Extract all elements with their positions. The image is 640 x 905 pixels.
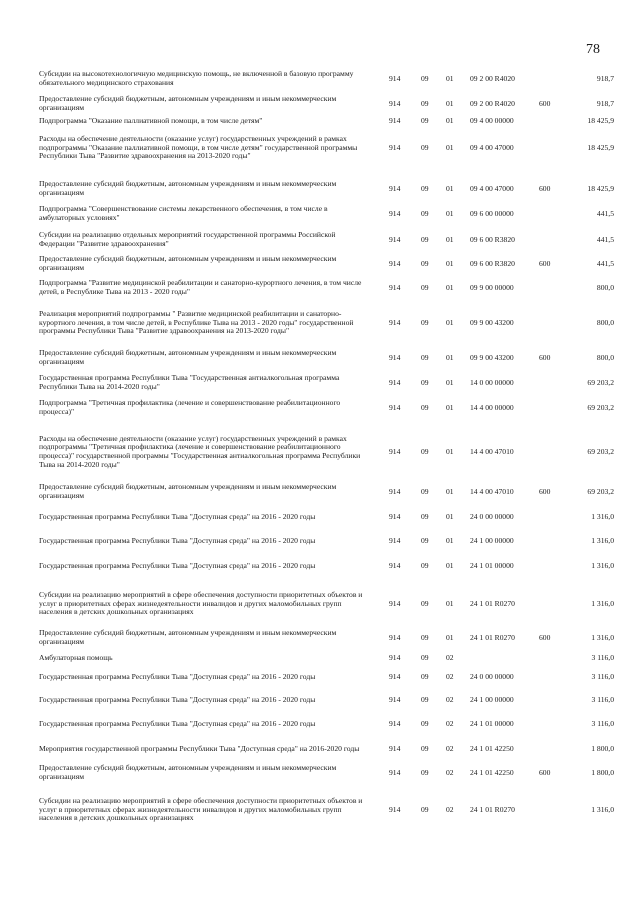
row-pr: 02 <box>446 671 454 681</box>
row-sum: 3 116,0 <box>591 694 614 704</box>
row-rz: 09 <box>421 234 429 244</box>
row-pr: 01 <box>446 402 454 412</box>
row-name: Государственная программа Республики Тыва "Государственная антиалкогольная программа Республики Тыва на 2014-2020 годы" <box>39 373 340 391</box>
row-rz: 09 <box>421 208 429 218</box>
row-rz: 09 <box>421 446 429 456</box>
row-name: Расходы на обеспечение деятельности (оказание услуг) государственных учреждений в рамках подпрограммы "Оказание паллиативной помощи, в том числе детям" государственной программы Республики Тыва "Развитие здравоохранения на 2013-2020 годы" <box>39 134 358 161</box>
row-vr: 600 <box>539 632 551 642</box>
row-name: Предоставление субсидий бюджетным, автономным учреждениям и иным некоммерческим организациям <box>39 348 337 366</box>
row-pr: 01 <box>446 446 454 456</box>
row-sum: 69 203,2 <box>587 377 614 387</box>
row-rz: 09 <box>421 282 429 292</box>
row-sum: 3 116,0 <box>591 652 614 662</box>
row-sum: 918,7 <box>596 98 614 108</box>
row-pr: 01 <box>446 511 454 521</box>
row-sum: 69 203,2 <box>587 446 614 456</box>
row-vr: 600 <box>539 258 551 268</box>
row-rz: 09 <box>421 402 429 412</box>
row-pr: 01 <box>446 282 454 292</box>
table-row <box>0 180 640 198</box>
row-cs: 09 9 00 43200 <box>470 352 514 362</box>
row-vr: 600 <box>539 486 551 496</box>
row-gr: 914 <box>389 208 401 218</box>
table-row <box>0 205 640 223</box>
row-cs: 14 4 00 47010 <box>470 486 514 496</box>
row-rz: 09 <box>421 183 429 193</box>
table-row <box>0 591 640 618</box>
row-pr: 01 <box>446 560 454 570</box>
row-name: Государственная программа Республики Тыва "Доступная среда" на 2016 - 2020 годы <box>39 535 316 545</box>
row-cs: 24 0 00 00000 <box>470 511 514 521</box>
table-row <box>0 349 640 367</box>
row-name: Субсидии на реализацию мероприятий в сфере обеспечения доступности приоритетных объектов и услуг в приоритетных сферах жизнедеятельности инвалидов и других маломобильных групп населения в детских дошкольных организациях <box>39 590 363 617</box>
row-sum: 1 316,0 <box>591 632 614 642</box>
row-cs: 09 6 00 R3820 <box>470 258 515 268</box>
row-sum: 1 316,0 <box>591 511 614 521</box>
row-name: Подпрограмма "Оказание паллиативной помощи, в том числе детям" <box>39 115 263 125</box>
table-row <box>0 629 640 647</box>
row-vr: 600 <box>539 767 551 777</box>
table-row <box>0 70 640 88</box>
row-name: Амбулаторная помощь <box>39 652 113 662</box>
row-name: Государственная программа Республики Тыва "Доступная среда" на 2016 - 2020 годы <box>39 671 316 681</box>
row-gr: 914 <box>389 767 401 777</box>
row-cs: 09 6 00 R3820 <box>470 234 515 244</box>
row-sum: 1 316,0 <box>591 560 614 570</box>
table-row <box>0 255 640 273</box>
row-sum: 800,0 <box>596 317 614 327</box>
row-rz: 09 <box>421 671 429 681</box>
row-sum: 69 203,2 <box>587 486 614 496</box>
row-sum: 18 425,9 <box>587 115 614 125</box>
row-gr: 914 <box>389 258 401 268</box>
row-gr: 914 <box>389 598 401 608</box>
row-name: Государственная программа Республики Тыва "Доступная среда" на 2016 - 2020 годы <box>39 718 316 728</box>
row-cs: 24 1 01 R0270 <box>470 804 515 814</box>
row-sum: 69 203,2 <box>587 402 614 412</box>
row-cs: 24 1 01 00000 <box>470 718 514 728</box>
row-gr: 914 <box>389 234 401 244</box>
row-cs: 09 9 00 43200 <box>470 317 514 327</box>
row-name: Государственная программа Республики Тыва "Доступная среда" на 2016 - 2020 годы <box>39 694 316 704</box>
row-cs: 24 1 00 00000 <box>470 694 514 704</box>
table-row <box>0 483 640 501</box>
row-gr: 914 <box>389 486 401 496</box>
row-gr: 914 <box>389 804 401 814</box>
row-name: Предоставление субсидий бюджетным, автономным учреждениям и иным некоммерческим организациям <box>39 179 337 197</box>
row-pr: 01 <box>446 352 454 362</box>
row-sum: 441,5 <box>596 234 614 244</box>
row-rz: 09 <box>421 694 429 704</box>
row-name: Подпрограмма "Развитие медицинской реабилитации и санаторно-курортного лечения, в том числе детей, в Республике Тыва на 2013 - 2020 годы" <box>39 278 362 296</box>
table-row <box>0 95 640 113</box>
row-gr: 914 <box>389 115 401 125</box>
row-name: Предоставление субсидий бюджетным, автономным учреждениям и иным некоммерческим организациям <box>39 94 337 112</box>
row-gr: 914 <box>389 377 401 387</box>
row-rz: 09 <box>421 743 429 753</box>
row-cs: 14 4 00 00000 <box>470 402 514 412</box>
row-sum: 441,5 <box>596 258 614 268</box>
row-sum: 3 116,0 <box>591 671 614 681</box>
row-gr: 914 <box>389 142 401 152</box>
row-name: Предоставление субсидий бюджетным, автономным учреждениям и иным некоммерческим организациям <box>39 482 337 500</box>
row-sum: 918,7 <box>596 73 614 83</box>
row-cs: 24 1 01 R0270 <box>470 598 515 608</box>
row-rz: 09 <box>421 142 429 152</box>
row-name: Субсидии на высокотехнологичную медицинскую помощь, не включенной в базовую программу обязательного медицинского страхования <box>39 69 354 87</box>
row-pr: 01 <box>446 142 454 152</box>
table-row <box>0 130 640 166</box>
row-cs: 09 2 00 R4020 <box>470 73 515 83</box>
row-gr: 914 <box>389 694 401 704</box>
table-row <box>0 561 640 571</box>
row-sum: 800,0 <box>596 352 614 362</box>
row-cs: 24 1 01 00000 <box>470 560 514 570</box>
row-cs: 09 6 00 00000 <box>470 208 514 218</box>
row-gr: 914 <box>389 671 401 681</box>
row-cs: 09 2 00 R4020 <box>470 98 515 108</box>
row-gr: 914 <box>389 352 401 362</box>
row-rz: 09 <box>421 73 429 83</box>
row-sum: 1 316,0 <box>591 535 614 545</box>
row-cs: 09 4 00 00000 <box>470 115 514 125</box>
row-pr: 02 <box>446 804 454 814</box>
row-pr: 01 <box>446 258 454 268</box>
row-pr: 01 <box>446 73 454 83</box>
row-name: Предоставление субсидий бюджетным, автономным учреждениям и иным некоммерческим организациям <box>39 763 337 781</box>
row-sum: 18 425,9 <box>587 183 614 193</box>
row-gr: 914 <box>389 446 401 456</box>
row-gr: 914 <box>389 652 401 662</box>
row-vr: 600 <box>539 183 551 193</box>
table-row <box>0 231 640 249</box>
row-sum: 1 800,0 <box>591 767 614 777</box>
row-gr: 914 <box>389 743 401 753</box>
table-row <box>0 719 640 729</box>
table-row <box>0 399 640 417</box>
row-name: Предоставление субсидий бюджетным, автономным учреждениям и иным некоммерческим организациям <box>39 254 337 272</box>
row-rz: 09 <box>421 632 429 642</box>
table-row <box>0 536 640 546</box>
row-pr: 02 <box>446 694 454 704</box>
row-cs: 24 1 01 42250 <box>470 767 514 777</box>
row-name: Расходы на обеспечение деятельности (оказание услуг) государственных учреждений в рамках подпрограммы "Третичная профилактика (лечение и совершенствование реабилитационного процесса)" государственной программы "Государственная антиалкогольная программа Республики Тыва на 2014-2020 годы" <box>39 433 361 469</box>
row-cs: 09 4 00 47000 <box>470 183 514 193</box>
row-rz: 09 <box>421 652 429 662</box>
row-pr: 01 <box>446 486 454 496</box>
row-gr: 914 <box>389 282 401 292</box>
row-rz: 09 <box>421 767 429 777</box>
row-gr: 914 <box>389 73 401 83</box>
row-rz: 09 <box>421 535 429 545</box>
row-name: Подпрограмма "Третичная профилактика (лечение и совершенствование реабилитационного процесса)" <box>39 398 341 416</box>
row-cs: 24 1 00 00000 <box>470 535 514 545</box>
row-pr: 01 <box>446 598 454 608</box>
row-cs: 09 4 00 47000 <box>470 142 514 152</box>
row-gr: 914 <box>389 98 401 108</box>
row-sum: 3 116,0 <box>591 718 614 728</box>
row-gr: 914 <box>389 718 401 728</box>
row-rz: 09 <box>421 377 429 387</box>
row-pr: 02 <box>446 652 454 662</box>
table-row <box>0 430 640 475</box>
row-pr: 01 <box>446 632 454 642</box>
row-rz: 09 <box>421 511 429 521</box>
row-rz: 09 <box>421 560 429 570</box>
row-name: Подпрограмма "Совершенствование системы лекарственного обеспечения, в том числе в амбулаторных условиях" <box>39 204 328 222</box>
row-cs: 14 0 00 00000 <box>470 377 514 387</box>
page-number: 78 <box>586 42 600 57</box>
row-rz: 09 <box>421 98 429 108</box>
row-cs: 24 1 01 42250 <box>470 743 514 753</box>
table-row <box>0 695 640 705</box>
row-rz: 09 <box>421 115 429 125</box>
row-gr: 914 <box>389 183 401 193</box>
table-row <box>0 512 640 522</box>
row-rz: 09 <box>421 598 429 608</box>
row-pr: 01 <box>446 234 454 244</box>
row-name: Государственная программа Республики Тыва "Доступная среда" на 2016 - 2020 годы <box>39 511 316 521</box>
row-cs: 24 0 00 00000 <box>470 671 514 681</box>
row-pr: 01 <box>446 183 454 193</box>
row-sum: 800,0 <box>596 282 614 292</box>
row-pr: 01 <box>446 377 454 387</box>
row-name: Государственная программа Республики Тыва "Доступная среда" на 2016 - 2020 годы <box>39 560 316 570</box>
row-gr: 914 <box>389 535 401 545</box>
row-rz: 09 <box>421 352 429 362</box>
row-gr: 914 <box>389 402 401 412</box>
row-gr: 914 <box>389 560 401 570</box>
row-cs: 09 9 00 00000 <box>470 282 514 292</box>
row-rz: 09 <box>421 804 429 814</box>
table-row <box>0 374 640 392</box>
row-rz: 09 <box>421 486 429 496</box>
row-pr: 01 <box>446 98 454 108</box>
row-sum: 441,5 <box>596 208 614 218</box>
row-name: Реализация мероприятий подпрограммы " Развитие медицинской реабилитации и санаторно-курортного лечения, в том числе детей, в Республике Тыва на 2013 - 2020 годы" государственной программы Республики Тыва "Развитие здравоохранения на 2013-2020 годы" <box>39 309 354 336</box>
table-row <box>0 764 640 782</box>
row-sum: 1 800,0 <box>591 743 614 753</box>
row-pr: 02 <box>446 767 454 777</box>
row-gr: 914 <box>389 511 401 521</box>
table-row <box>0 672 640 682</box>
row-rz: 09 <box>421 718 429 728</box>
row-name: Мероприятия государственной программы Республики Тыва "Доступная среда" на 2016-2020 годы <box>39 743 360 753</box>
row-pr: 01 <box>446 208 454 218</box>
row-rz: 09 <box>421 258 429 268</box>
row-pr: 01 <box>446 115 454 125</box>
row-sum: 1 316,0 <box>591 804 614 814</box>
table-row <box>0 116 640 126</box>
table-row <box>0 740 640 758</box>
row-vr: 600 <box>539 352 551 362</box>
row-gr: 914 <box>389 317 401 327</box>
row-pr: 02 <box>446 718 454 728</box>
row-name: Субсидии на реализацию отдельных мероприятий государственной программы Российской Федерации "Развитие здравоохранения" <box>39 230 336 248</box>
row-rz: 09 <box>421 317 429 327</box>
row-pr: 02 <box>446 743 454 753</box>
table-row <box>0 305 640 341</box>
row-name: Субсидии на реализацию мероприятий в сфере обеспечения доступности приоритетных объектов и услуг в приоритетных сферах жизнедеятельности инвалидов и других маломобильных групп населения в детских дошкольных организациях <box>39 796 363 823</box>
row-pr: 01 <box>446 317 454 327</box>
row-name: Предоставление субсидий бюджетным, автономным учреждениям и иным некоммерческим организациям <box>39 628 337 646</box>
table-row <box>0 797 640 824</box>
row-sum: 1 316,0 <box>591 598 614 608</box>
row-vr: 600 <box>539 98 551 108</box>
row-gr: 914 <box>389 632 401 642</box>
row-cs: 14 4 00 47010 <box>470 446 514 456</box>
table-row <box>0 653 640 663</box>
row-cs: 24 1 01 R0270 <box>470 632 515 642</box>
row-sum: 18 425,9 <box>587 142 614 152</box>
table-row <box>0 279 640 297</box>
row-pr: 01 <box>446 535 454 545</box>
